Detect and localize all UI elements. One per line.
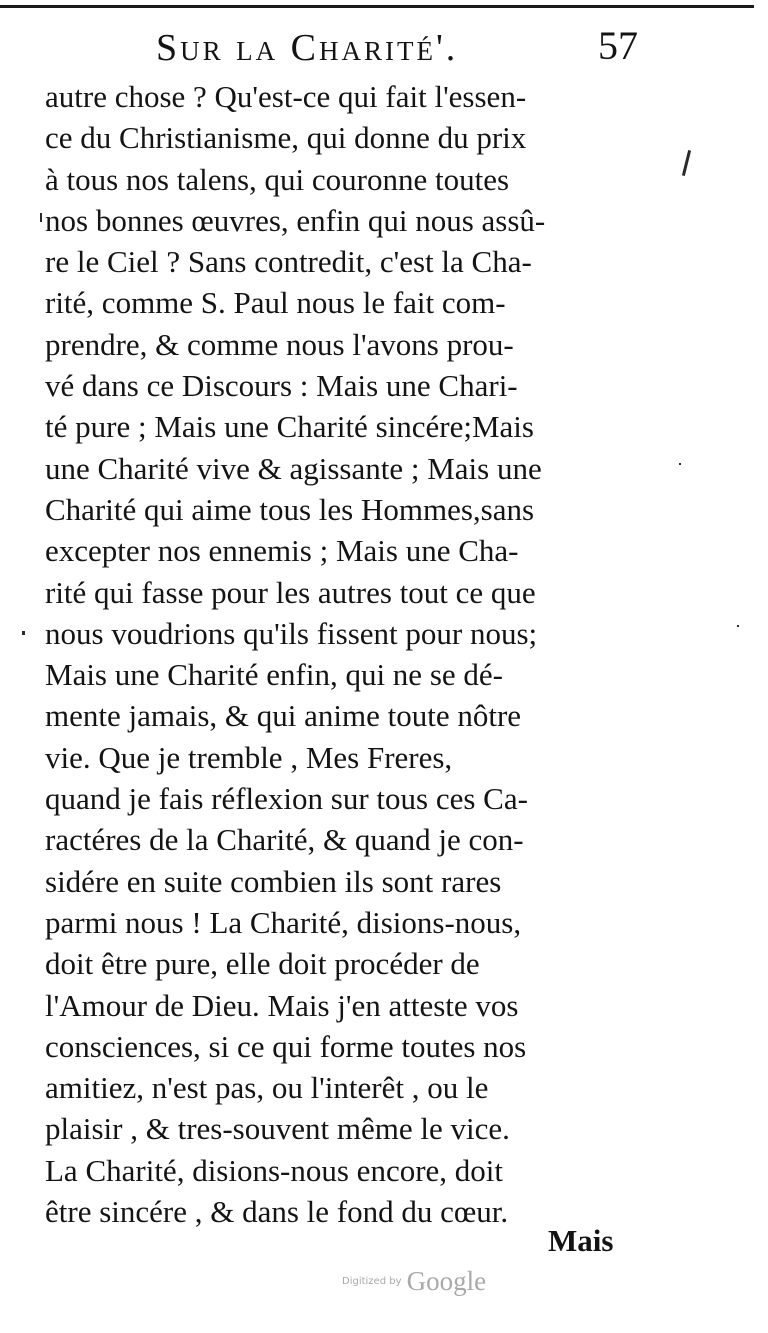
text-line: être sincére , & dans le fond du cœur. bbox=[45, 1194, 509, 1230]
catchword: Mais bbox=[548, 1223, 614, 1258]
text-line: ractéres de la Charité, & quand je con- bbox=[45, 822, 524, 858]
ink-mark bbox=[737, 625, 739, 627]
page-number: 57 bbox=[598, 23, 638, 68]
text-line: excepter nos ennemis ; Mais une Cha- bbox=[45, 533, 519, 569]
ink-mark bbox=[22, 631, 25, 635]
text-line: plaisir , & tres-souvent même le vice. bbox=[45, 1111, 510, 1147]
watermark-brand: Google bbox=[406, 1266, 487, 1296]
running-title: Sur la Charité'. bbox=[156, 27, 459, 69]
ink-mark bbox=[679, 463, 681, 465]
text-line: amitiez, n'est pas, ou l'interêt , ou le bbox=[45, 1070, 489, 1106]
text-line: rité, comme S. Paul nous le fait com- bbox=[45, 285, 506, 321]
text-line: nos bonnes œuvres, enfin qui nous assû- bbox=[45, 202, 546, 238]
text-block bbox=[45, 76, 641, 1232]
text-line: rité qui fasse pour les autres tout ce que bbox=[45, 574, 536, 610]
text-line: mente jamais, & qui anime toute nôtre bbox=[45, 698, 522, 734]
top-rule bbox=[0, 0, 754, 8]
text-line: re le Ciel ? Sans contredit, c'est la Cha- bbox=[45, 244, 532, 280]
text-line: té pure ; Mais une Charité sincére;Mais bbox=[45, 409, 534, 445]
text-line: l'Amour de Dieu. Mais j'en atteste vos bbox=[45, 987, 519, 1023]
watermark-prefix: Digitized by bbox=[342, 1276, 402, 1287]
text-line: vie. Que je tremble , Mes Freres, bbox=[45, 739, 453, 775]
text-line: doit être pure, elle doit procéder de bbox=[45, 946, 480, 982]
text-line: parmi nous ! La Charité, disions-nous, bbox=[45, 904, 522, 940]
text-line: Charité qui aime tous les Hommes,sans bbox=[45, 491, 535, 527]
text-line: autre chose ? Qu'est-ce qui fait l'essen- bbox=[45, 79, 527, 114]
running-head bbox=[156, 18, 638, 78]
text-line: une Charité vive & agissante ; Mais une bbox=[45, 450, 542, 486]
text-line: Mais une Charité enfin, qui ne se dé- bbox=[45, 657, 503, 693]
text-line: consciences, si ce qui forme toutes nos bbox=[45, 1028, 527, 1064]
text-line: nous voudrions qu'ils fissent pour nous; bbox=[45, 615, 538, 651]
text-line: ce du Christianisme, qui donne du prix bbox=[45, 120, 527, 156]
text-line: La Charité, disions-nous encore, doit bbox=[45, 1152, 504, 1188]
ink-mark bbox=[40, 213, 42, 222]
text-line: sidére en suite combien ils sont rares bbox=[45, 863, 502, 899]
text-line: quand je fais réflexion sur tous ces Ca- bbox=[45, 781, 528, 817]
ink-mark bbox=[682, 150, 691, 176]
text-line: à tous nos talens, qui couronne toutes bbox=[45, 161, 510, 197]
text-line: prendre, & comme nous l'avons prou- bbox=[45, 326, 514, 362]
digitization-watermark bbox=[342, 1266, 502, 1302]
text-line: vé dans ce Discours : Mais une Chari- bbox=[45, 368, 518, 404]
